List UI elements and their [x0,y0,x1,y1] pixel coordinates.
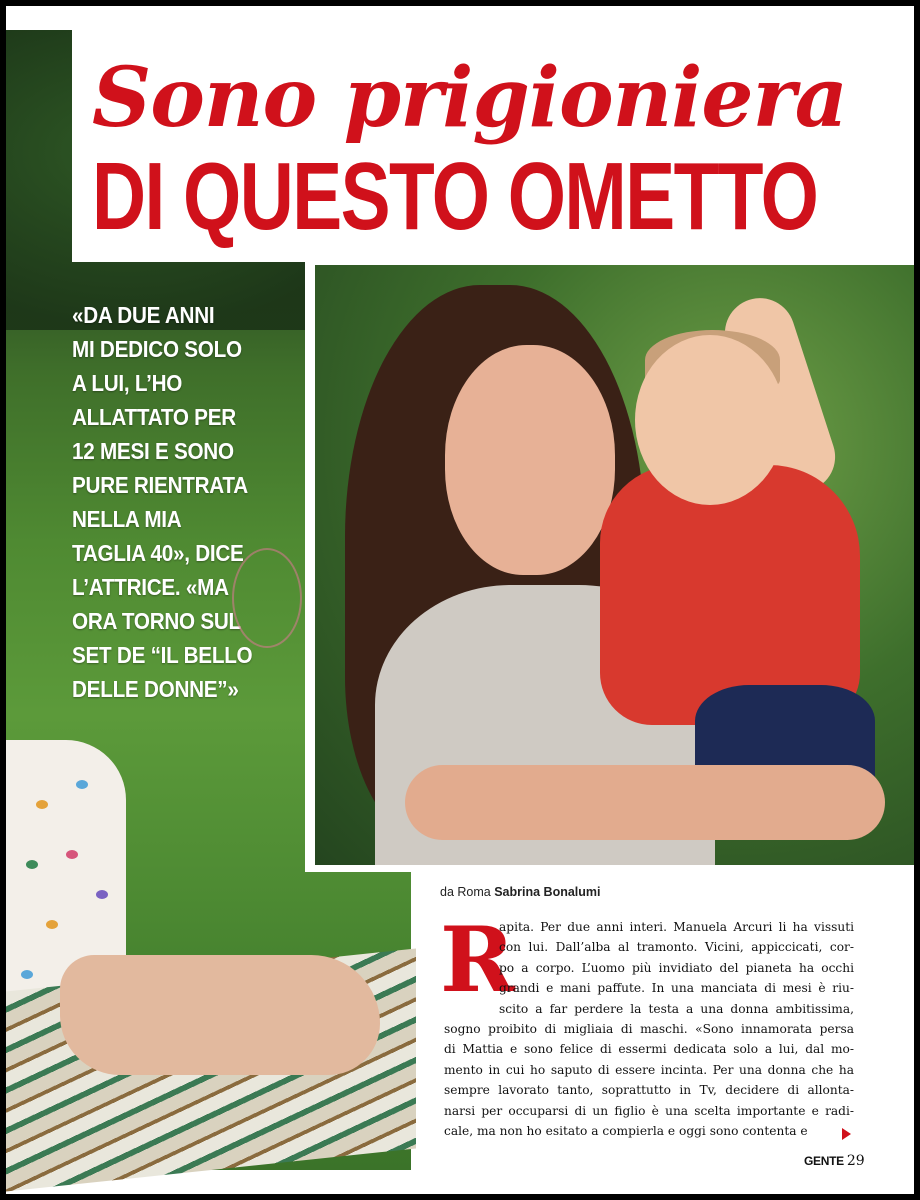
article-line: con lui. Dall’alba al tramonto. Vicini, appiccicati, cor- [499,940,854,955]
quote-line: PURE RIENTRATA [72,472,248,498]
article-line: narsi per occuparsi di un figlio è una scelta importante e radi- [444,1103,854,1118]
drop-cap: R [440,907,515,1013]
page-number: 29 [846,1153,865,1169]
quote-line: «DA DUE ANNI [72,302,215,328]
byline-author: Sabrina Bonalumi [494,885,601,899]
quote-line: 12 MESI E SONO [72,438,234,464]
page-folio [804,1153,865,1169]
headline-script: Sono prigioniera [92,50,847,146]
article-line: cale, ma non ho esitato a compierla e oggi sono contenta e [444,1124,808,1139]
quote-line: L’ATTRICE. «MA [72,574,229,600]
mother-arm [405,765,885,840]
headline-caps: DI QUESTO OMETTO [92,143,818,250]
article-line: mento in cui ho saputo di essere incinta. Per una donna che ha [444,1062,854,1077]
continue-arrow-icon [842,1128,851,1140]
article-line: scito a far perdere la testa a una donna ambitissima, [499,1001,854,1016]
byline-prefix: da Roma [440,885,491,899]
byline [440,885,601,899]
quote-line: NELLA MIA [72,506,182,532]
article-body [444,917,854,1141]
baby-face [635,335,785,505]
article-line: grandi e mani paffute. In una manciata di mesi è riu- [499,981,854,996]
quote-line: SET DE “IL BELLO [72,642,253,668]
mother-baby-photo [315,265,915,865]
magazine-name: GENTE [804,1154,844,1168]
article-line: apita. Per due anni interi. Manuela Arcuri li ha vissuti [499,920,854,934]
mother-face [445,345,615,575]
quote-line: A LUI, L’HO [72,370,183,396]
quote-line: MI DEDICO SOLO [72,336,242,362]
quote-line: TAGLIA 40», DICE [72,540,244,566]
quote-line: ALLATTATO PER [72,404,236,430]
article-line: sogno proibito di migliaia di maschi. «Sono innamorata persa [444,1022,854,1037]
quote-line: DELLE DONNE”» [72,676,239,702]
article-line: po a corpo. L’uomo più invidiato del pianeta ha occhi [499,960,854,975]
quote-line: ORA TORNO SUL [72,608,241,634]
watermark-logo [232,548,302,648]
article-line: sempre lavorato tanto, soprattutto in Tv, decidere di allonta- [444,1083,854,1098]
bare-foot [60,955,380,1075]
article-line: di Mattia e sono felice di essermi dedicata solo a lui, dal mo- [444,1042,854,1057]
